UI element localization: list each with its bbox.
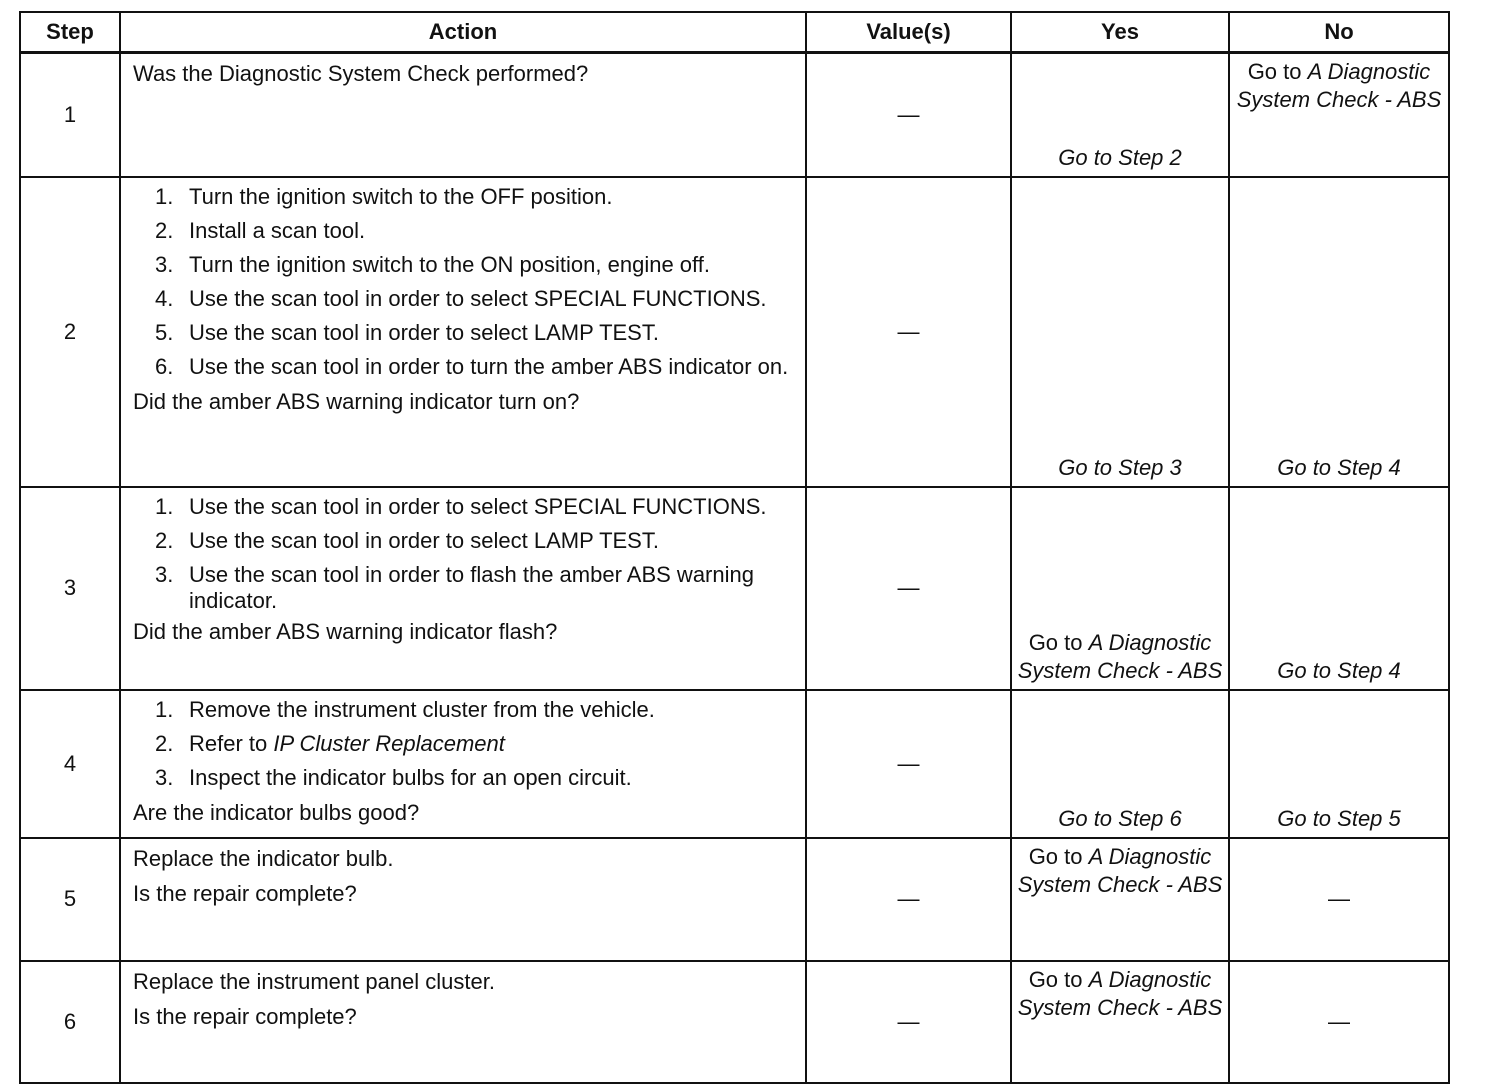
list-item: 3. Inspect the indicator bulbs for an open circuit. xyxy=(155,764,632,790)
no-cell: — xyxy=(1229,961,1449,1083)
list-item: 1. Remove the instrument cluster from the vehicle. xyxy=(155,696,655,722)
header-step: Step xyxy=(20,12,120,53)
header-values: Value(s) xyxy=(806,12,1011,53)
yes-cell[interactable] xyxy=(1011,838,1229,961)
value-cell: — xyxy=(806,961,1011,1083)
value-cell: — xyxy=(806,177,1011,487)
no-link[interactable]: Go to Step 5 xyxy=(1277,805,1401,831)
action-steps xyxy=(133,184,795,380)
header-yes: Yes xyxy=(1011,12,1229,53)
list-item: 1. Use the scan tool in order to select SPECIAL FUNCTIONS. xyxy=(155,493,767,519)
no-link[interactable]: Go to Step 4 xyxy=(1277,657,1401,683)
list-item: 4. Use the scan tool in order to select SPECIAL FUNCTIONS. xyxy=(155,285,767,311)
table-row xyxy=(20,177,1449,487)
yes-cell[interactable] xyxy=(1011,53,1229,177)
action-cell xyxy=(120,838,806,961)
no-cell[interactable] xyxy=(1229,53,1449,177)
no-cell[interactable] xyxy=(1229,487,1449,690)
action-cell xyxy=(120,177,806,487)
no-link[interactable]: Go to Step 4 xyxy=(1277,454,1401,480)
header-action: Action xyxy=(120,12,806,53)
list-item: 6. Use the scan tool in order to turn the amber ABS indicator on. xyxy=(155,353,789,379)
yes-link[interactable]: A Diagnostic System Check - ABS xyxy=(1017,843,1223,897)
ip-cluster-replacement-link[interactable]: IP Cluster Replacement xyxy=(273,730,505,756)
table-row xyxy=(20,838,1449,961)
yes-link[interactable]: A Diagnostic System Check - ABS xyxy=(1017,966,1223,1020)
table-row xyxy=(20,53,1449,177)
header-row xyxy=(20,12,1449,53)
value-cell: — xyxy=(806,838,1011,961)
list-item: 2. Refer to IP Cluster Replacement xyxy=(155,730,505,756)
no-cell: — xyxy=(1229,838,1449,961)
table-row xyxy=(20,487,1449,690)
yes-link[interactable]: Go to Step 6 xyxy=(1058,805,1182,831)
step-number: 6 xyxy=(20,961,120,1083)
step-number: 4 xyxy=(20,690,120,838)
action-cell xyxy=(120,961,806,1083)
action-statement: Replace the instrument panel cluster. xyxy=(133,968,495,994)
yes-link[interactable]: Go to Step 2 xyxy=(1058,144,1182,170)
table-row xyxy=(20,690,1449,838)
action-cell xyxy=(120,690,806,838)
action-cell xyxy=(120,53,806,177)
action-question: Are the indicator bulbs good? xyxy=(133,799,420,825)
yes-prefix: Go to xyxy=(1028,629,1089,655)
yes-cell[interactable] xyxy=(1011,487,1229,690)
list-item: 1. Turn the ignition switch to the OFF position. xyxy=(155,183,613,209)
yes-link[interactable]: Go to Step 3 xyxy=(1058,454,1182,480)
action-question: Did the amber ABS warning indicator flash? xyxy=(133,618,558,644)
diagnostic-table xyxy=(19,11,1450,1084)
action-question: Is the repair complete? xyxy=(133,1003,357,1029)
action-question: Was the Diagnostic System Check performed? xyxy=(133,61,589,86)
yes-prefix: Go to xyxy=(1028,966,1089,992)
table-row xyxy=(20,961,1449,1083)
step-number: 5 xyxy=(20,838,120,961)
yes-link[interactable]: A Diagnostic System Check - ABS xyxy=(1017,629,1223,683)
action-statement: Replace the indicator bulb. xyxy=(133,845,394,871)
no-link[interactable]: A Diagnostic System Check - ABS xyxy=(1236,59,1442,112)
action-question: Is the repair complete? xyxy=(133,880,357,906)
value-cell: — xyxy=(806,487,1011,690)
list-item: 3. Turn the ignition switch to the ON position, engine off. xyxy=(155,251,710,277)
value-cell: — xyxy=(806,53,1011,177)
action-question: Did the amber ABS warning indicator turn on? xyxy=(133,388,580,414)
step-number: 3 xyxy=(20,487,120,690)
yes-cell[interactable] xyxy=(1011,690,1229,838)
no-cell[interactable] xyxy=(1229,177,1449,487)
header-no: No xyxy=(1229,12,1449,53)
no-prefix: Go to xyxy=(1247,59,1308,84)
list-item: 2. Install a scan tool. xyxy=(155,217,366,243)
list-item: 2. Use the scan tool in order to select LAMP TEST. xyxy=(155,527,659,553)
action-steps xyxy=(133,697,795,791)
action-cell xyxy=(120,487,806,690)
step-number: 2 xyxy=(20,177,120,487)
list-item: 3. Use the scan tool in order to flash the amber ABS warning indicator. xyxy=(155,561,754,613)
value-cell: — xyxy=(806,690,1011,838)
step-number: 1 xyxy=(20,53,120,177)
yes-prefix: Go to xyxy=(1028,843,1089,869)
yes-cell[interactable] xyxy=(1011,177,1229,487)
yes-cell[interactable] xyxy=(1011,961,1229,1083)
action-steps xyxy=(133,494,795,614)
list-item: 5. Use the scan tool in order to select LAMP TEST. xyxy=(155,319,659,345)
no-cell[interactable] xyxy=(1229,690,1449,838)
